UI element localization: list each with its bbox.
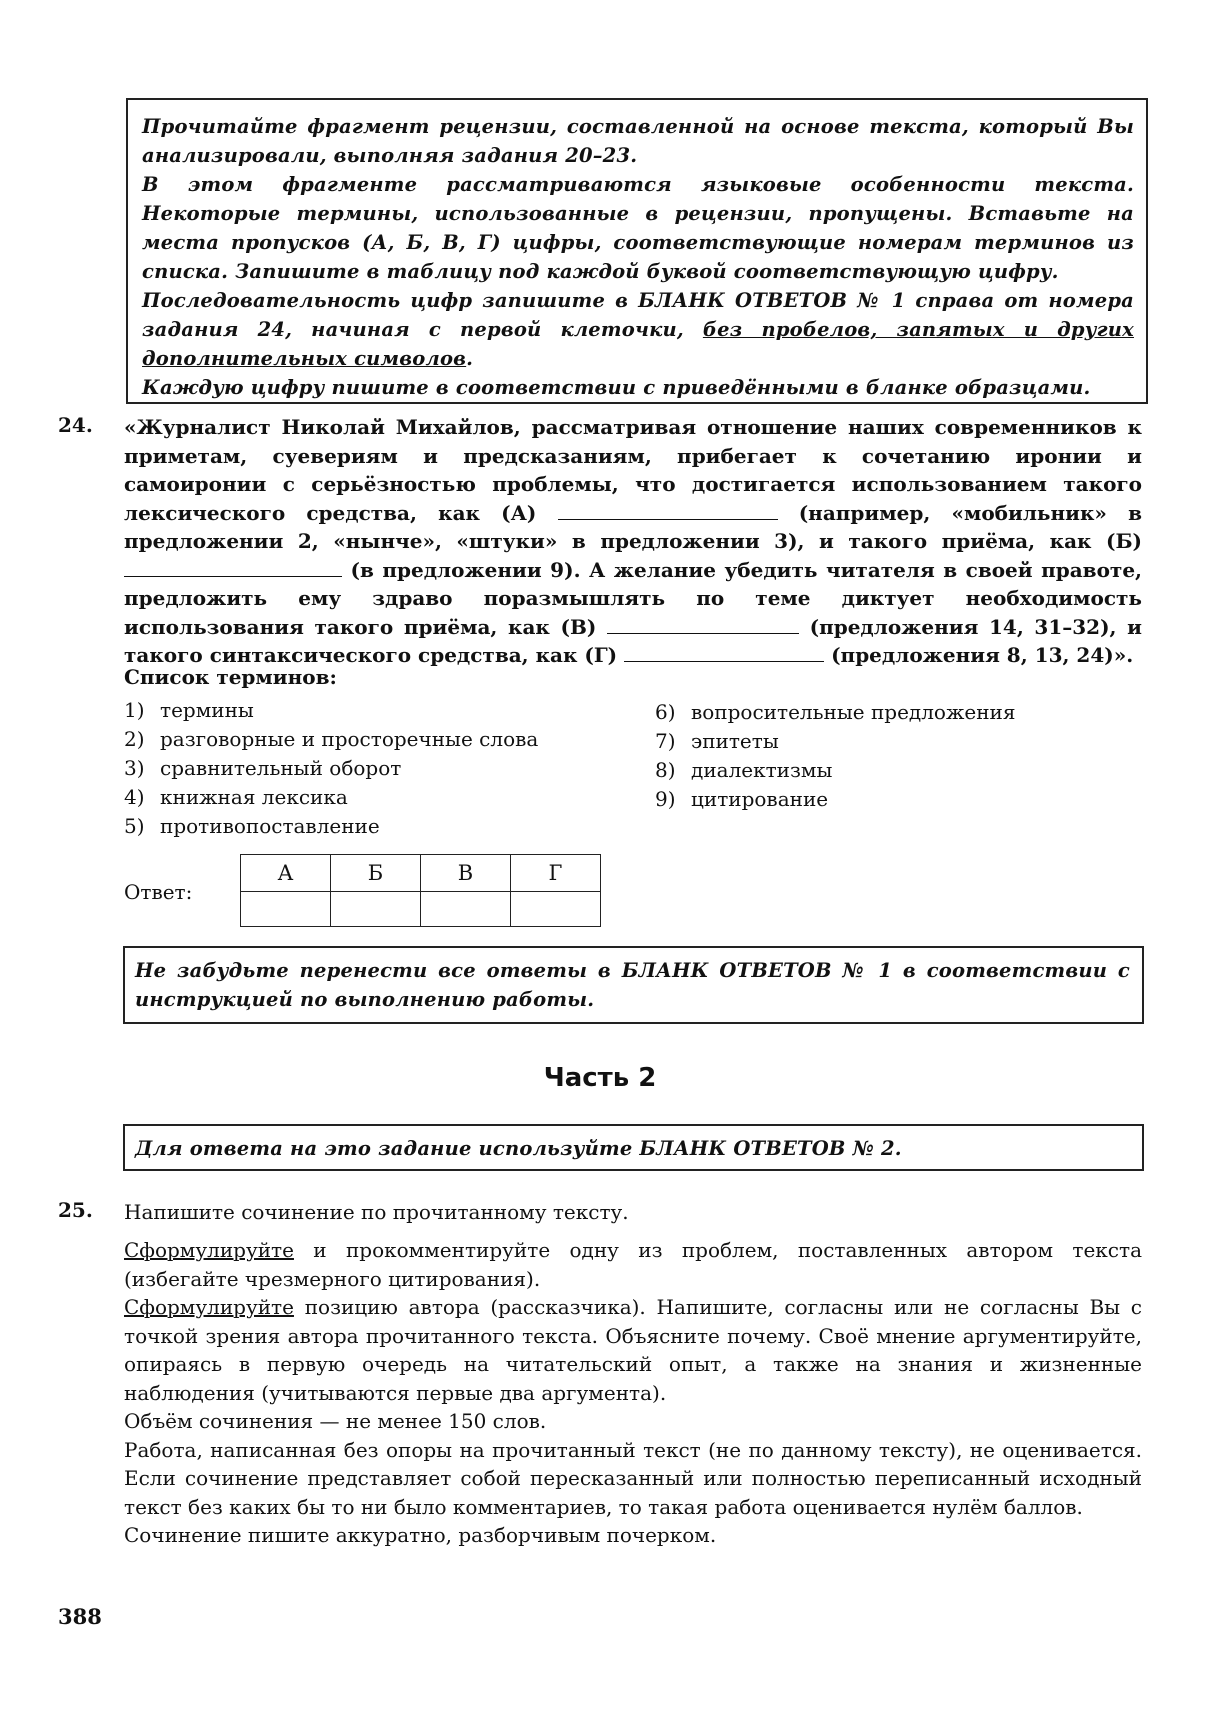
- term-number: 3): [124, 756, 145, 780]
- term-item: [124, 696, 538, 725]
- blank-a[interactable]: [558, 502, 778, 520]
- answer-table: [240, 854, 601, 927]
- task-25-para-5: Сочинение пишите аккуратно, разборчивым почерком.: [124, 1523, 717, 1547]
- term-number: 1): [124, 698, 145, 722]
- term-text: книжная лексика: [160, 785, 348, 809]
- terms-list-left: [124, 696, 538, 841]
- task-24-number: 24.: [58, 413, 93, 437]
- reminder-box: [123, 946, 1144, 1024]
- term-item: [124, 812, 538, 841]
- instruction-underlined: без пробелов, запятых и других дополнительных символов: [142, 318, 1134, 370]
- instruction-box: [126, 98, 1148, 404]
- page-number: 388: [58, 1604, 102, 1629]
- task-25-number: 25.: [58, 1198, 93, 1222]
- task-25-para-1: [124, 1236, 1142, 1293]
- formulate-underlined: Сформулируйте: [124, 1295, 294, 1319]
- part-2-title: Часть 2: [543, 1063, 657, 1093]
- task-24-s3: (в предложении 9). А желание убедить читателя в своей правоте, предложить ему здраво поразмышлять по теме диктует необходимость использования такого приёма, как (В): [124, 557, 1143, 639]
- task-24-s2: (например, «мобильник» в предложении 2, «нынче», «штуки» в предложении 3), и такого приёма, как (Б): [124, 500, 1142, 553]
- term-text: диалектизмы: [691, 758, 833, 782]
- answer-header-a: А: [241, 855, 331, 892]
- instruction-para-3: [142, 286, 1134, 373]
- task-24-s4: (предложения 14, 31–32), и такого синтаксического средства, как (Г): [124, 614, 1142, 667]
- term-item: [124, 783, 538, 812]
- task-25-para-2: [124, 1293, 1142, 1407]
- term-item: [655, 756, 1015, 785]
- answer-header-g: Г: [511, 855, 601, 892]
- instruction-para-1: Прочитайте фрагмент рецензии, составленной на основе текста, который Вы анализировали, выполняя задания 20–23.: [142, 115, 1134, 167]
- task-25-para-1-rest: и прокомментируйте одну из проблем, поставленных автором текста (избегайте чрезмерного цитирования).: [124, 1238, 1142, 1291]
- task-24-text: [124, 413, 1142, 670]
- terms-heading: Список терминов:: [124, 665, 337, 689]
- formulate-underlined: Сформулируйте: [124, 1238, 294, 1262]
- task-24-s5: (предложения 8, 13, 24)».: [831, 643, 1134, 667]
- answer-header-v: В: [421, 855, 511, 892]
- term-item: [124, 725, 538, 754]
- part-2-box-text: Для ответа на это задание используйте БЛАНК ОТВЕТОВ № 2.: [135, 1137, 902, 1160]
- task-25-para-4: Работа, написанная без опоры на прочитанный текст (не по данному тексту), не оценивается. Если сочинение представляет собой пересказанный или полностью переписанный исходный текст без каких бы то ни было комментариев, то такая работа оценивается нулём баллов.: [124, 1437, 1142, 1519]
- blank-b[interactable]: [124, 559, 342, 577]
- task-24-s1: «Журналист Николай Михайлов, рассматривая отношение наших современников к приметам, суевериям и предсказаниям, прибегает к сочетанию иронии и самоиронии с серьёзностью проблемы, что достигается использованием такого лексического средства, как (А): [124, 415, 1142, 525]
- task-25-para-3: Объём сочинения — не менее 150 слов.: [124, 1409, 547, 1433]
- term-item: [655, 785, 1015, 814]
- term-number: 2): [124, 727, 145, 751]
- answer-cell-a[interactable]: [241, 892, 331, 927]
- instruction-para-3-start: Последовательность цифр запишите в БЛАНК ОТВЕТОВ № 1 справа от номера задания 24, начиная с первой клеточки,: [142, 289, 1134, 341]
- term-text: сравнительный оборот: [160, 756, 402, 780]
- term-number: 7): [655, 729, 676, 753]
- term-text: вопросительные предложения: [691, 700, 1016, 724]
- term-item: [655, 698, 1015, 727]
- terms-list-right: [655, 698, 1015, 814]
- blank-v[interactable]: [607, 616, 799, 634]
- reminder-text: Не забудьте перенести все ответы в БЛАНК ОТВЕТОВ № 1 в соответствии с инструкцией по выполнению работы.: [135, 959, 1130, 1011]
- term-text: эпитеты: [691, 729, 779, 753]
- term-number: 5): [124, 814, 145, 838]
- blank-g[interactable]: [624, 644, 824, 662]
- task-25-intro: [124, 1198, 1142, 1227]
- answer-cell-g[interactable]: [511, 892, 601, 927]
- term-number: 4): [124, 785, 145, 809]
- part-2-box: [123, 1124, 1144, 1171]
- term-number: 8): [655, 758, 676, 782]
- term-text: противопоставление: [160, 814, 380, 838]
- term-item: [124, 754, 538, 783]
- term-text: разговорные и просторечные слова: [160, 727, 539, 751]
- task-25-para-2-rest: позицию автора (рассказчика). Напишите, согласны или не согласны Вы с точкой зрения автора прочитанного текста. Объясните почему. Своё мнение аргументируйте, опираясь в первую очередь на читательский опыт, а также на знания и жизненные наблюдения (учитываются первые два аргумента).: [124, 1295, 1142, 1405]
- answer-cell-v[interactable]: [421, 892, 511, 927]
- instruction-para-4: Каждую цифру пишите в соответствии с приведёнными в бланке образцами.: [142, 376, 1091, 399]
- term-text: термины: [160, 698, 254, 722]
- task-25-body: [124, 1236, 1142, 1550]
- term-text: цитирование: [691, 787, 829, 811]
- term-number: 9): [655, 787, 676, 811]
- task-25-intro-text: Напишите сочинение по прочитанному тексту.: [124, 1200, 629, 1224]
- term-number: 6): [655, 700, 676, 724]
- instruction-para-3-end: .: [466, 347, 474, 370]
- term-item: [655, 727, 1015, 756]
- answer-cell-b[interactable]: [331, 892, 421, 927]
- answer-header-b: Б: [331, 855, 421, 892]
- answer-label: Ответ:: [124, 880, 193, 904]
- instruction-para-2: В этом фрагменте рассматриваются языковые особенности текста. Некоторые термины, использованные в рецензии, пропущены. Вставьте на места пропусков (А, Б, В, Г) цифры, соответствующие номерам терминов из списка. Запишите в таблицу под каждой буквой соответствующую цифру.: [142, 173, 1134, 283]
